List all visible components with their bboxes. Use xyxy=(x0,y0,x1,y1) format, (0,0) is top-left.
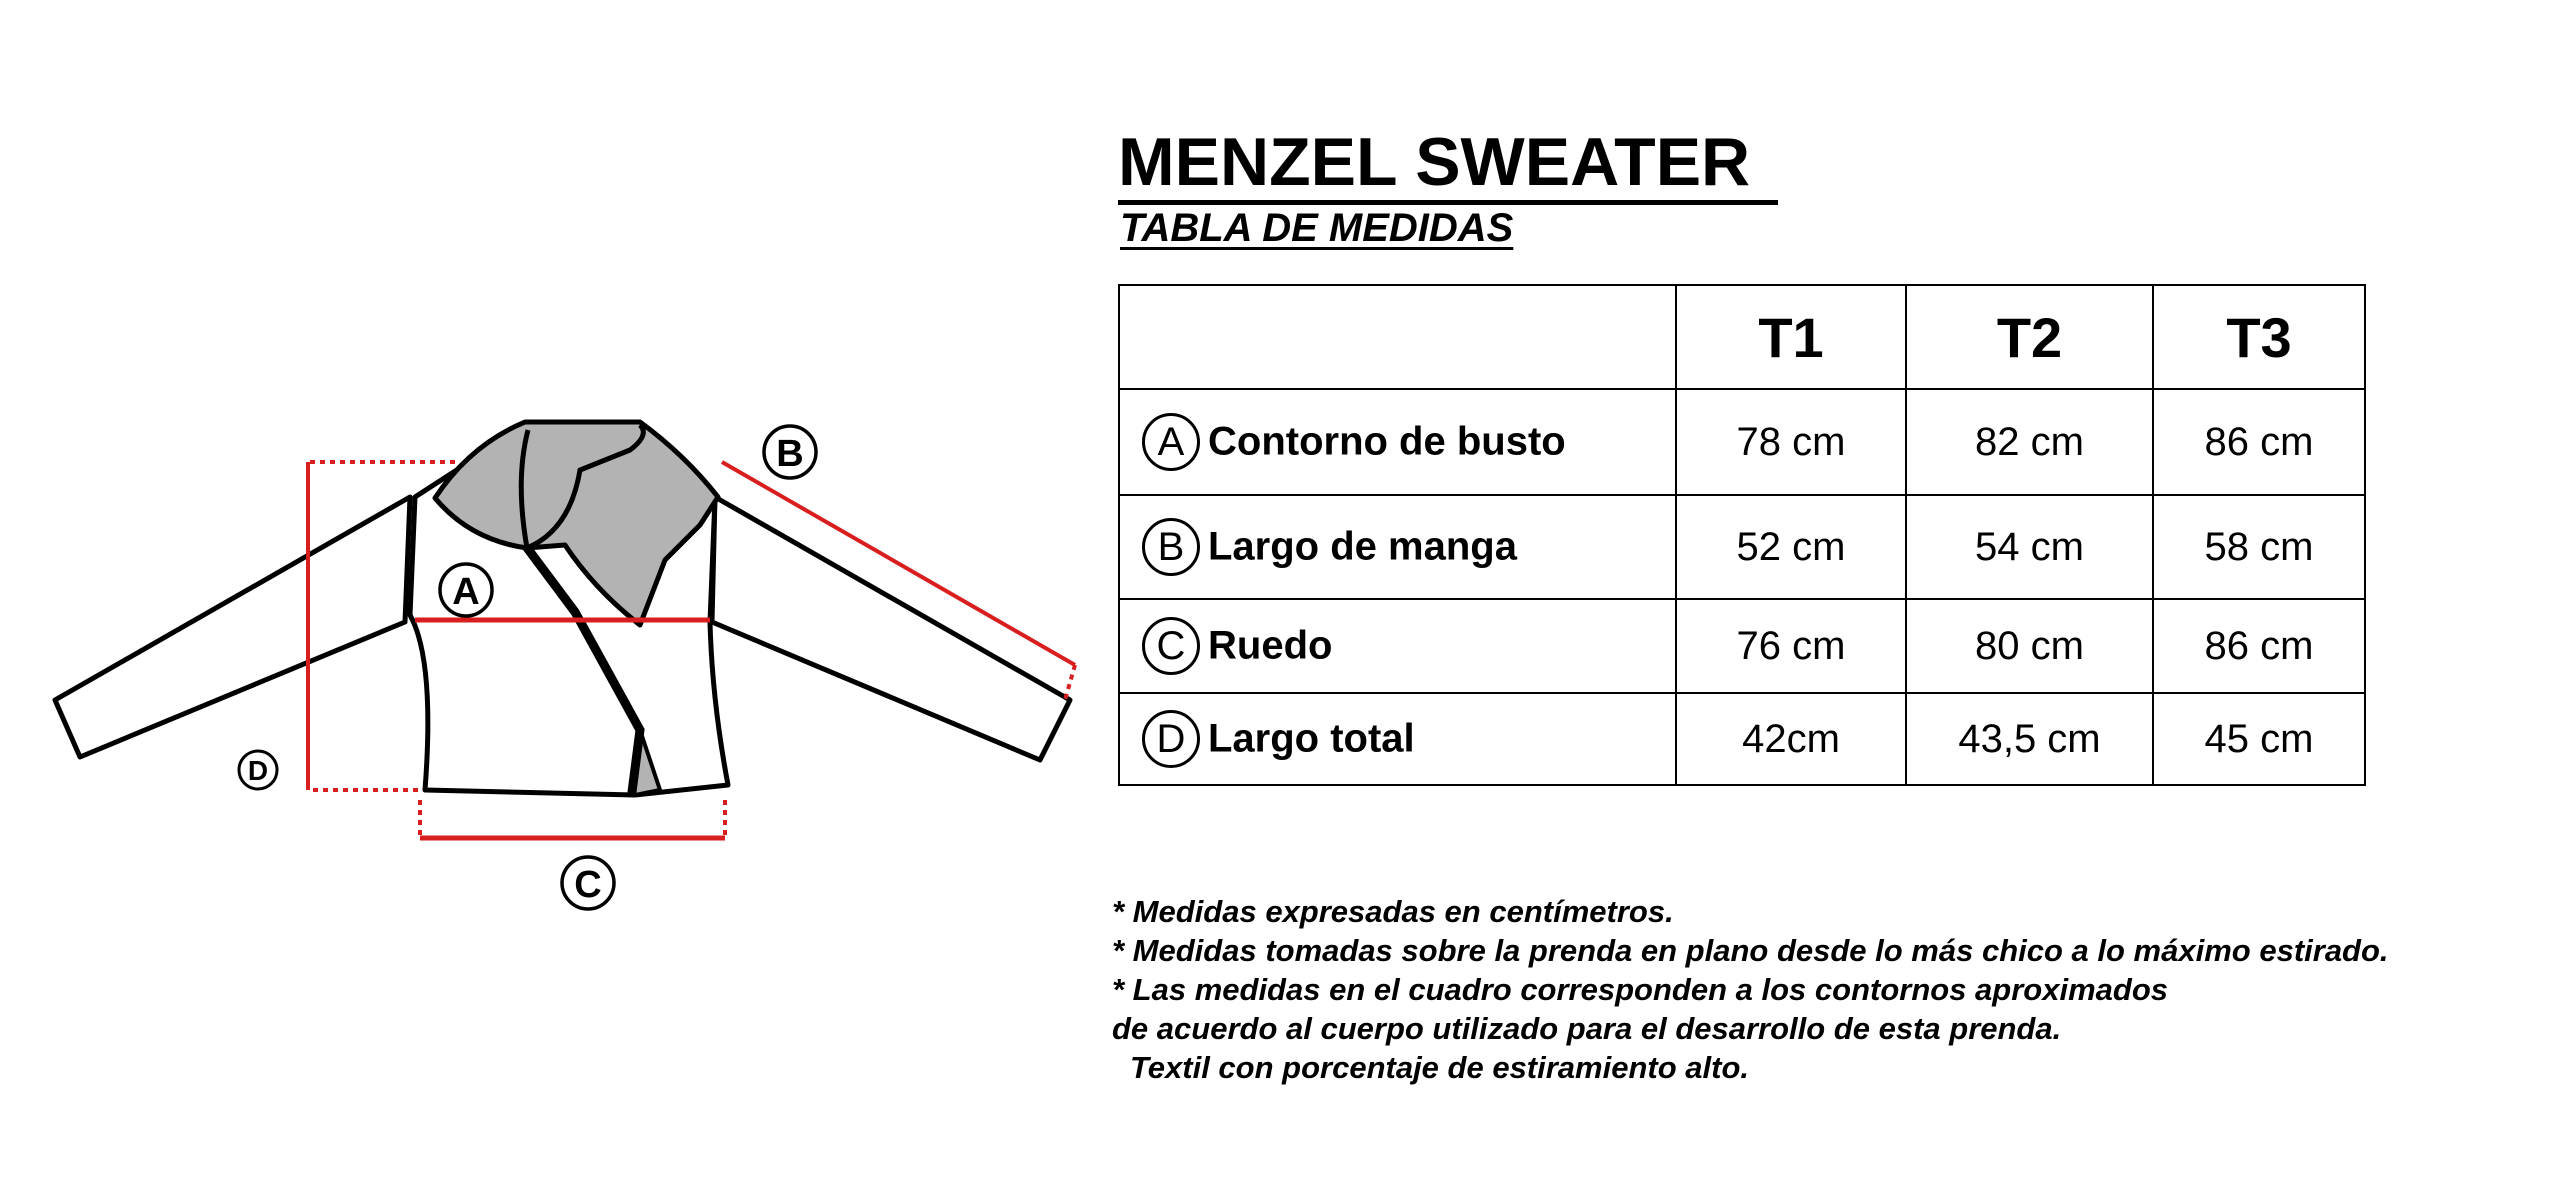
note-line: de acuerdo al cuerpo utilizado para el desarrollo de esta prenda. xyxy=(1112,1011,2062,1046)
label-b-text: B xyxy=(776,433,804,475)
measure-label: Largo de manga xyxy=(1208,524,1517,569)
header-size-t1: T1 xyxy=(1676,285,1906,389)
page-title: MENZEL SWEATER xyxy=(1118,128,1778,205)
right-sleeve xyxy=(712,497,1070,760)
note-line: * Medidas expresadas en centímetros. xyxy=(1112,894,1674,929)
measure-letter-badge: C xyxy=(1142,617,1200,675)
header-size-t2: T2 xyxy=(1906,285,2153,389)
table-row xyxy=(1119,599,2365,693)
label-d-badge xyxy=(239,751,277,789)
note-line: * Las medidas en el cuadro corresponden a los contornos aproximados xyxy=(1112,972,2168,1007)
table-row xyxy=(1119,389,2365,495)
label-a-text: A xyxy=(452,571,480,613)
measure-c-dotted xyxy=(420,800,725,838)
measure-label: Ruedo xyxy=(1208,623,1333,668)
size-table xyxy=(1118,284,2366,786)
table-row xyxy=(1119,495,2365,599)
measure-label-cell xyxy=(1119,389,1676,495)
measure-b-dotted xyxy=(1065,665,1075,700)
page-subtitle: TABLA DE MEDIDAS xyxy=(1120,206,1514,250)
measure-label-cell xyxy=(1119,693,1676,785)
value-cell: 76 cm xyxy=(1676,599,1906,693)
value-cell: 86 cm xyxy=(2153,599,2365,693)
label-b-badge xyxy=(764,426,816,478)
label-d-text: D xyxy=(247,755,269,786)
value-cell: 52 cm xyxy=(1676,495,1906,599)
label-a-badge xyxy=(440,564,492,616)
notes-block xyxy=(1112,892,2389,1087)
header-empty-cell xyxy=(1119,285,1676,389)
measure-letter-badge: B xyxy=(1142,518,1200,576)
value-cell: 82 cm xyxy=(1906,389,2153,495)
table-header-row xyxy=(1119,285,2365,389)
measure-label-cell xyxy=(1119,599,1676,693)
garment-diagram xyxy=(0,0,1120,1177)
value-cell: 54 cm xyxy=(1906,495,2153,599)
table-row xyxy=(1119,693,2365,785)
label-c-text: C xyxy=(574,864,602,906)
value-cell: 43,5 cm xyxy=(1906,693,2153,785)
measure-letter-badge: A xyxy=(1142,413,1200,471)
value-cell: 86 cm xyxy=(2153,389,2365,495)
value-cell: 45 cm xyxy=(2153,693,2365,785)
value-cell: 78 cm xyxy=(1676,389,1906,495)
measure-letter-badge: D xyxy=(1142,710,1200,768)
note-line: * Medidas tomadas sobre la prenda en plano desde lo más chico a lo máximo estirado. xyxy=(1112,933,2389,968)
value-cell: 42cm xyxy=(1676,693,1906,785)
label-c-badge xyxy=(562,857,614,909)
measure-label: Largo total xyxy=(1208,716,1415,761)
value-cell: 80 cm xyxy=(1906,599,2153,693)
left-sleeve xyxy=(55,497,410,757)
value-cell: 58 cm xyxy=(2153,495,2365,599)
measure-label-cell xyxy=(1119,495,1676,599)
measure-label: Contorno de busto xyxy=(1208,419,1566,464)
header-size-t3: T3 xyxy=(2153,285,2365,389)
note-line: Textil con porcentaje de estiramiento alto. xyxy=(1130,1050,1750,1085)
